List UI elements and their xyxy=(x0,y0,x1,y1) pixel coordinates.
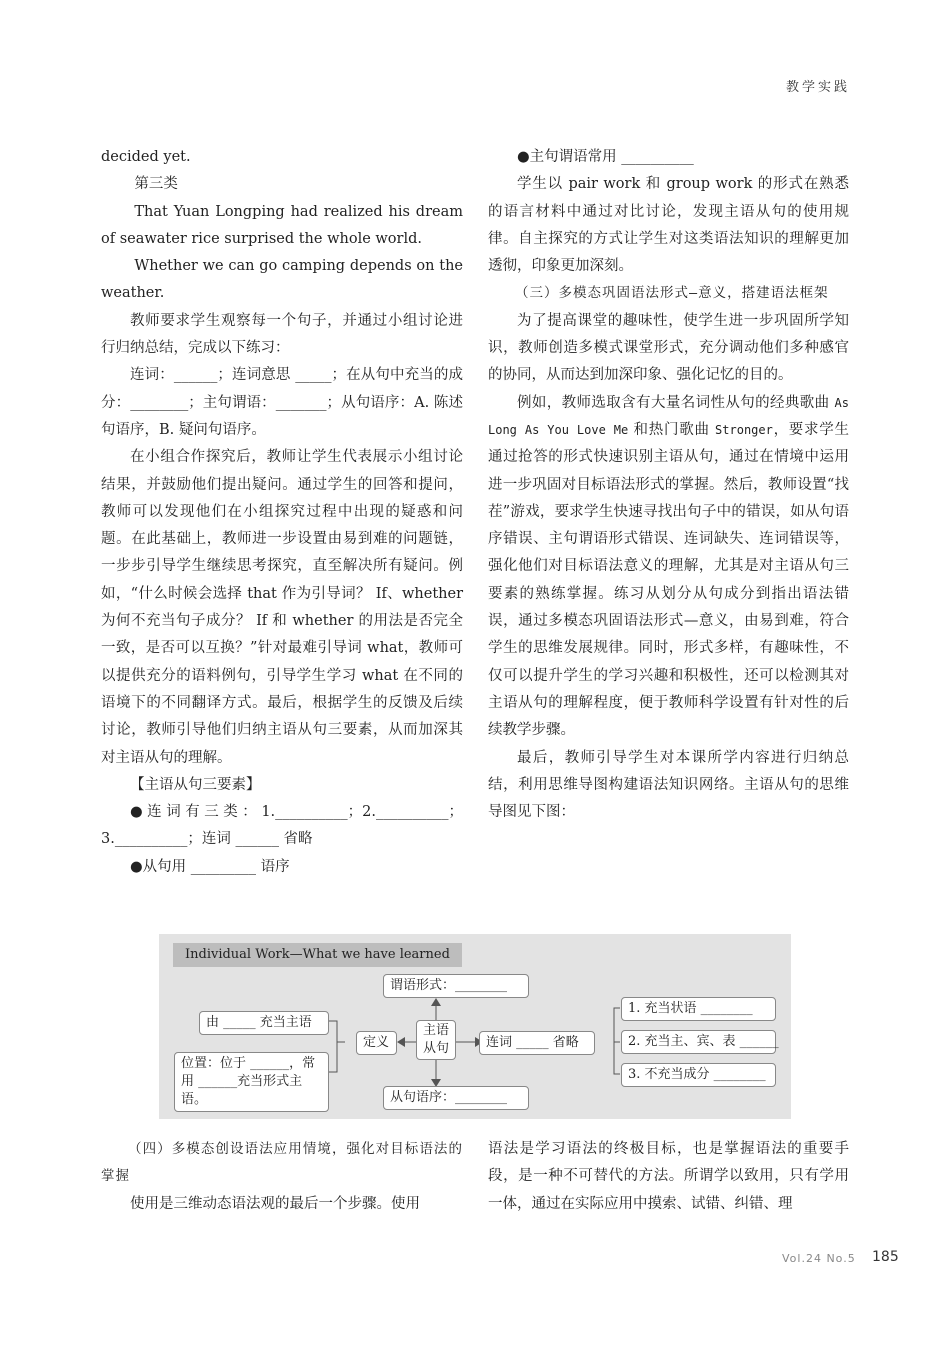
exercise: 连词：______；连词意思 _____；在从句中充当的成分：________；主句谓语：_______；从句语序：A. 陈述句语序，B. 疑问句语序。 xyxy=(101,367,463,438)
bullet-item: ●主句谓语常用 __________ xyxy=(517,149,694,165)
option-box: 2. 充当主、宾、表 ______ xyxy=(621,1030,776,1054)
bullet-item: ●从句用 _________ 语序 xyxy=(130,858,290,875)
right-column xyxy=(488,144,849,826)
option-box: 1. 充当状语 ________ xyxy=(621,997,776,1021)
left-column-bottom xyxy=(101,1136,463,1218)
paragraph: decided yet. xyxy=(101,149,191,165)
definition-box: 定义 xyxy=(356,1031,397,1055)
paragraph: 语法是学习语法的终极目标，也是掌握语法的重要手段，是一种不可替代的方法。所谓学以致用，只有学用一体，通过在实际应用中摸索、试错、纠错、理 xyxy=(488,1141,849,1212)
right-column-bottom xyxy=(488,1136,849,1218)
predicate-box: 谓语形式：________ xyxy=(383,974,529,998)
left-column xyxy=(101,144,463,881)
section-heading: （三）多模态巩固语法形式—意义，搭建语法框架 xyxy=(515,285,829,302)
example-sentence: Whether we can go camping depends on the weather. xyxy=(101,258,463,302)
subheading: 【主语从句三要素】 xyxy=(130,776,261,793)
page-number: 185 xyxy=(872,1249,899,1265)
by-box: 由 _____ 充当主语 xyxy=(199,1011,329,1035)
center-node xyxy=(416,1020,456,1060)
center-node-line: 从句 xyxy=(422,1041,449,1056)
paragraph: 使用是三维动态语法观的最后一个步骤。使用 xyxy=(130,1195,420,1212)
paragraph: 学生以 pair work 和 group work 的形式在熟悉的语言材料中通过对比讨论，发现主语从句的使用规律。自主探究的方式让学生对这类语法知识的理解更加透彻，印象更加深刻。 xyxy=(488,176,849,275)
conj-box: 连词 _____ 省略 xyxy=(479,1031,595,1055)
song-title: Stronger xyxy=(715,422,773,437)
paragraph: 例如，教师选取含有大量名词性从句的经典歌曲 As Long As You Love Me 和热门歌曲 Stronger，要求学生通过抢答的形式快速识别主语从句，通过在情境中运用进一步巩固对目标语法形式的掌握。然后，教师设置“找茬”游戏，要求学生快速寻找出句子中的错误，如从句语序错误、主句谓语形式错误、连词缺失、连词错误等，强化他们对目标语法意义的理解，尤其是对主语从句三要素的熟练掌握。练习从划分从句成分到指出语法错误，通过多模态巩固语法形式—意义，由易到难，符合学生的思维发展规律。同时，形式多样，有趣味性，不仅可以提升学生的学习兴趣和积极性，还可以检测其对主语从句的理解程度，便于教师科学设置有针对性的后续教学步骤。 xyxy=(488,394,850,739)
paragraph: 在小组合作探究后，教师让学生代表展示小组讨论结果，并鼓励他们提出疑问。通过学生的回答和提问，教师可以发现他们在小组探究过程中出现的疑惑和问题。在此基础上，教师进一步设置由易到难的问题链，一步步引导学生继续思考探究，直至解决所有疑问。例如，“什么时候会选择 that 作为引导词？ If、whether 为何不充当句子成分？ If 和 whether 的用法是否完全一致，是否可以互换？”针对最难引导词 what，教师可以提供充分的语料例句，引导学生学习 what 在不同的语境下的不同翻译方式。最后，根据学生的反馈及后续讨论，教师引导他们归纳主语从句三要素，从而加深其对主语从句的理解。 xyxy=(101,449,463,766)
category-label: 第三类 xyxy=(134,176,178,193)
center-node-line: 主语 xyxy=(422,1023,449,1038)
section-header: 教学实践 xyxy=(785,80,850,95)
volume-label: Vol.24 No.5 xyxy=(782,1252,856,1265)
mind-map-figure xyxy=(159,934,791,1119)
order-box: 从句语序：________ xyxy=(383,1086,529,1110)
example-sentence: That Yuan Longping had realized his dream of seawater rice surprised the whole world. xyxy=(101,203,463,247)
option-box: 3. 不充当成分 ________ xyxy=(621,1063,776,1087)
figure-title: Individual Work—What we have learned xyxy=(173,943,462,967)
paragraph: 为了提高课堂的趣味性，使学生进一步巩固所学知识，教师创造多模式课堂形式，充分调动他们多种感官的协同，从而达到加深印象、强化记忆的目的。 xyxy=(488,312,849,384)
paragraph: 最后，教师引导学生对本课所学内容进行归纳总结，利用思维导图构建语法知识网络。主语从句的思维导图见下图： xyxy=(488,749,849,821)
paragraph: 教师要求学生观察每一个句子，并通过小组讨论进行归纳总结，完成以下练习： xyxy=(101,312,463,357)
position-box: 位置：位于 ______，常用 ______充当形式主语。 xyxy=(174,1052,329,1112)
song-title: As Long As You Love Me xyxy=(488,395,849,437)
section-heading: （四）多模态创设语法应用情境，强化对目标语法的掌握 xyxy=(101,1141,463,1185)
bullet-item: ●连词有三类：1.__________；2.__________；3.__________；连词 ______ 省略 xyxy=(101,804,463,848)
